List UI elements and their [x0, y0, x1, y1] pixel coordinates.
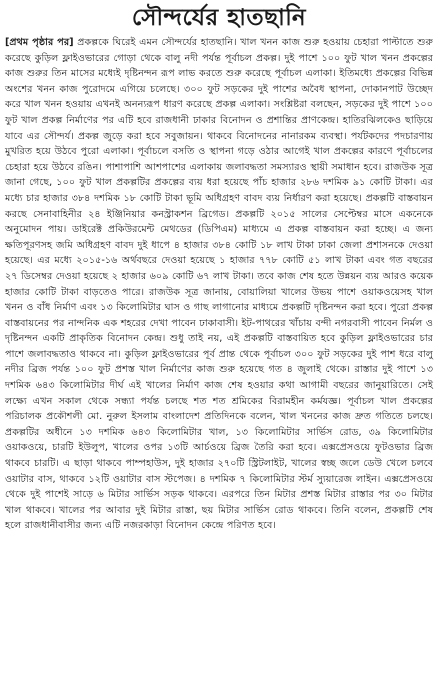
article-body [5, 35, 433, 534]
article-body-text: প্রকল্পকে ঘিরেই এমন সৌন্দর্যের হাতছানি। খাল খনন কাজ শুরু হওয়ায় চেহারা পাল্টাতে শুরু করেছে কুড়িল ফ্লাইওভারের গোড়া থেকে বালু নদী পর্যন্ত পূর্বাচল প্রকল্প। দুই পাশে ১০০ ফুট খাল খনন প্রকল্পের কাজ শুরুর তিন মাসের মধ্যেই দৃষ্টিনন্দন রূপ লাভ করতে শুরু করেছে পূর্বাচল এলাকা। ইতিমধ্যে প্রকল্পের বিভিন্ন অংশের খনন কাজ পুরোদমে এগিয়ে চলেছে। ৩০০ ফুট সড়কের দুই পাশের অবৈধ স্থাপনা, দোকানপাট উচ্ছেদ করে খাল খনন হওয়ায় এখনই অনন্যরূপ ধারণ করেছে প্রকল্প এলাকা। সংশ্লিষ্টরা বলছেন, সড়কের দুই পাশে ১০০ ফুট খাল প্রকল্প নির্মাণের পর এটি হবে রাজধানী ঢাকার বিনোদন ও প্রশান্তির প্রাণকেন্দ্র। হাতিরঝিলকেও ছাড়িয়ে যাবে এর সৌন্দর্য। প্রকল্প জুড়ে করা হবে সবুজায়ন। থাকবে বিনোদনের নানারকম ব্যবস্থা। পর্যটকদের পদচারণায় মুখরিত হয়ে উঠবে পুরো এলাকা। পূর্বাচলে বসতি ও স্থাপনা গড়ে ওঠার আগেই খাল প্রকল্পের কারণে পূর্বাচলের চেহারা হয়ে উঠবে রঙিন। পাশাপাশি আশপাশের এলাকায় জলাবদ্ধতা সমস্যারও স্থায়ী সমাধান হবে। রাজউক সূত্র জানা গেছে, ১০০ ফুট খাল প্রকল্পটির প্রকল্পের ব্যয় ধরা হয়েছে পাঁচ হাজার ২৮৬ দশমিক ৯১ কোটি টাকা। এর মধ্যে চার হাজার ৩৮৪ দশমিক ১৮ কোটি টাকা ভূমি অধিগ্রহণ বাবদ ব্যয় নির্ধারণ করা হয়েছে। প্রকল্পটি বাস্তবায়ন করছে সেনাবাহিনীর ২৪ ইঞ্জিনিয়ার কনস্ট্রাকশন ব্রিগেড। প্রকল্পটি ২০১৫ সালের সেপ্টেম্বর মাসে একনেকে অনুমোদন পায়। ডাইরেক্ট প্রকিউরমেন্ট মেথডের (ডিপিএম) মাধ্যমে এ প্রকল্প বাস্তবায়ন করা হচ্ছে। এ জন্য ক্ষতিপূরণসহ জমি অধিগ্রহণ বাবদ দুই ধাপে ৪ হাজার ৩৮৪ কোটি ১৮ লাখ টাকা ঢাকা জেলা প্রশাসনকে দেওয়া হয়েছে। এর মধ্যে ২০১৫-১৬ অর্থবছরে দেওয়া হয়েছে ১ হাজার ৭৭৮ কোটি ৫১ লাখ টাকা এবং গত বছরের ২৭ ডিসেম্বর দেওয়া হয়েছে ২ হাজার ৬০৯ কোটি ৬৭ লাখ টাকা। তবে কাজ শেষ হতে উন্নয়ন ব্যয় আরও কয়েক হাজার কোটি টাকা বাড়তেও পারে। রাজউক সূত্র জানায়, বোয়ালিয়া খালের উভয় পাশে ওয়াকওয়েসহ খাল খনন ও বাঁধ নির্মাণ এবং ১৩ কিলোমিটার ঘাস ও গাছ লাগানোর মাধ্যমে প্রকল্পটি দৃষ্টিনন্দন করা হবে। পুরো প্রকল্প বাস্তবায়নের পর নান্দনিক এক শহরের দেখা পাবেন ঢাকাবাসী। ইট-পাথরের খাঁচায় বন্দী নগরবাসী পাবেন নির্মল ও দৃষ্টিনন্দন একটি প্রাকৃতিক বিনোদন কেন্দ্র। শুধু তাই নয়, এই প্রকল্পটি বাস্তবায়িত হবে কুড়িল ফ্লাইওভারের চার পাশে জলাবদ্ধতাও থাকবে না। কুড়িল ফ্লাইওভারের পূর্ব প্রান্ত থেকে পূর্বাচল ৩০০ ফুট সড়কের দুই পাশ ধরে বালু নদীর ব্রিজ পর্যন্ত ১০০ ফুট প্রশস্ত খাল নির্মাণের কাজ শুরু হয়েছে গত ৪ জুলাই থেকে। রাস্তার দুই পাশে ১৩ দশমিক ৬৪৩ কিলোমিটার দীর্ঘ এই খালের নির্মাণ কাজ শেষ হওয়ার কথা আগামী বছরের জানুয়ারিতে। সেই লক্ষ্যে এখন সকাল থেকে সন্ধ্যা পর্যন্ত চলছে শত শত শ্রমিকের বিরামহীন কর্মযজ্ঞ। পূর্বাচল খাল প্রকল্পের পরিচালক প্রকৌশলী মো. নুরুল ইসলাম বাংলাদেশ প্রতিদিনকে বলেন, খাল খননের কাজ দ্রুত গতিতে চলছে। প্রকল্পটির অধীনে ১৩ দশমিক ৬৪৩ কিলোমিটার খাল, ১৩ কিলোমিটার সার্ভিস রোড, ৩৯ কিলোমিটার ওয়াকওয়ে, চারটি ইউলুপ, খালের ওপর ১৩টি আর্চওয়ে ব্রিজ তৈরি করা হবে। এক্সপ্রেসওয়ে ফুটওভার ব্রিজ থাকবে চারটি। এ ছাড়া থাকবে পাম্পহাউস, দুই হাজার ২৭০টি স্ট্রিটলাইট, খালের স্বচ্ছ জলে ডেউ খেলে চলবে ওয়াটার বাস, থাকবে ১২টি ওয়াটার বাস স্টপেজ। ৪ দশমিক ৭ কিলোমিটার স্টর্ম স্যুয়ারেজ লাইন। এক্সপ্রেসওয়ে থেকে দুই পাশেই সাড়ে ৬ মিটার সার্ভিস সড়ক থাকবে। এরপরে তিন মিটার প্রশস্ত মিটার রাস্তার পর ৩০ মিটার খাল থাকবে। খালের পর আবার দুই মিটার রাস্তা, ছয় মিটার সার্ভিস রোড থাকবে। তিনি বলেন, প্রকল্পটি শেষ হলে রাজধানীবাসীর জন্য এটি নজরকাড়া বিনোদন কেন্দ্রে পরিণত হবে। [5, 37, 433, 532]
continuation-kicker: [প্রথম পৃষ্ঠার পর] [5, 37, 74, 48]
article-headline: সৌন্দর্যের হাতছানি [131, 4, 307, 31]
